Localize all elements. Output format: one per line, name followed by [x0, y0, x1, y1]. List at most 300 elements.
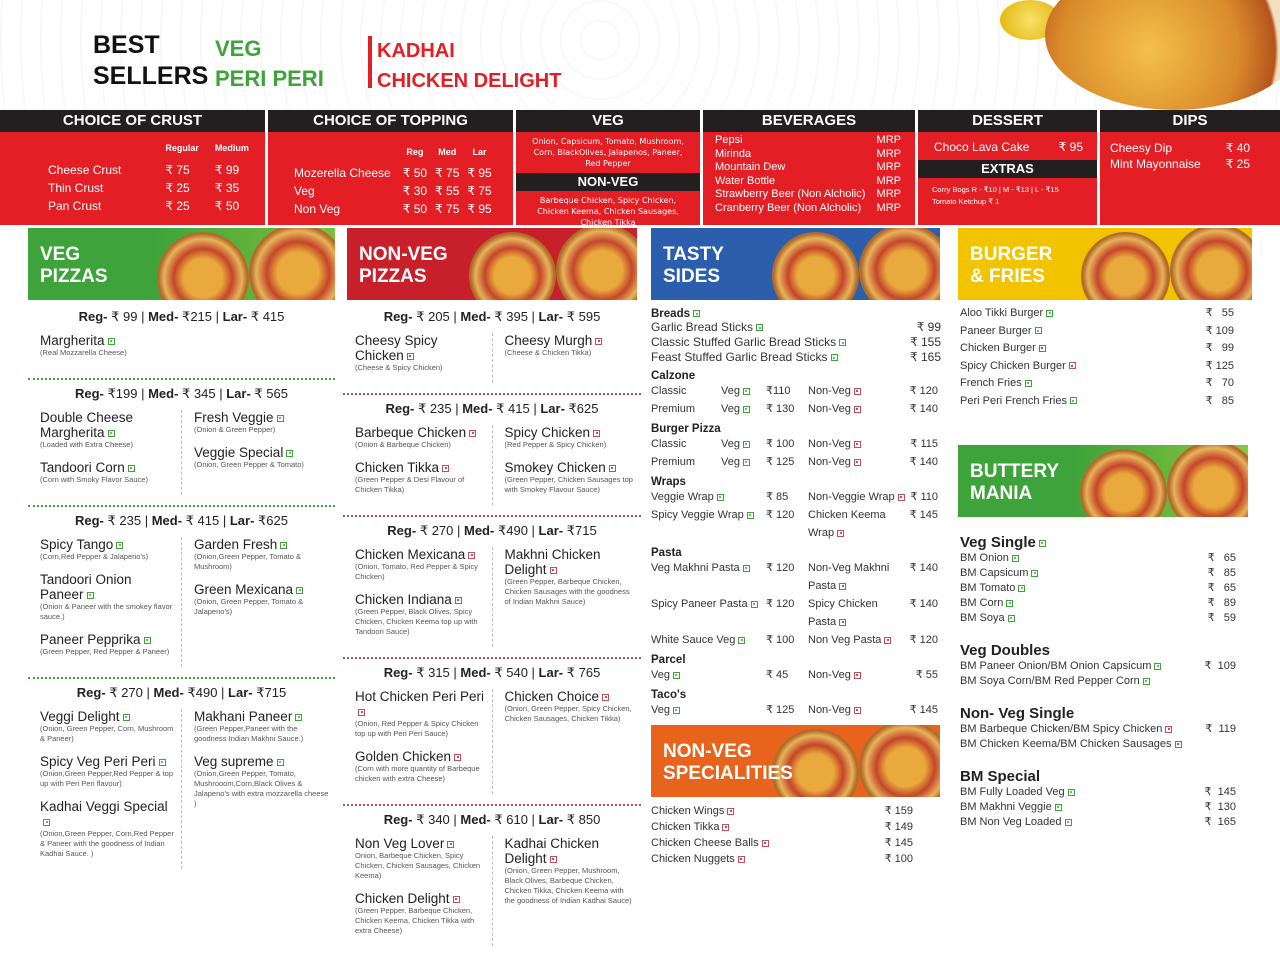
pizza-item[interactable] — [40, 537, 175, 562]
pizza-name-text: Veggie Special — [194, 445, 284, 460]
pizza-name — [40, 460, 175, 475]
pizza-item[interactable] — [505, 547, 636, 607]
tasty-sides-banner-line1: TASTY — [663, 244, 724, 265]
pizza-name-text: Golden Chicken — [355, 749, 452, 764]
dips-box — [1100, 110, 1280, 225]
pizza-item[interactable] — [355, 547, 486, 582]
burger-item[interactable] — [960, 323, 1234, 341]
pizza-description: (Onion,Green Pepper, Corn,Red Pepper & Paneer with the goodness of Indian Kadhai Sauce. ) — [40, 829, 174, 858]
pizza-item[interactable] — [505, 333, 636, 358]
beverage-row — [715, 188, 901, 202]
topping-table — [292, 142, 500, 219]
veg-name — [721, 382, 750, 400]
burger-name — [960, 340, 1046, 358]
pizza-name-text: Margherita — [40, 333, 105, 348]
burger-item[interactable] — [960, 393, 1234, 411]
beverages-box — [703, 110, 915, 225]
price-lar: ₹625 — [258, 513, 288, 528]
pizza-name — [505, 460, 636, 475]
veg-name-text: Spicy Paneer Pasta — [651, 598, 748, 610]
pizza-name — [40, 799, 175, 829]
beverage-name: Mirinda — [715, 147, 752, 160]
buttery-name — [960, 581, 1025, 596]
veg-marker-icon — [1018, 585, 1025, 592]
bread-item[interactable] — [651, 320, 941, 335]
veg-marker-icon — [756, 324, 763, 331]
pizza-description: (Green Pepper, Black Olives, Spicy Chicken, Chicken Keema top up with Tandoori Sauce) — [355, 607, 478, 636]
veg-name — [721, 400, 750, 418]
veg-option — [651, 488, 766, 506]
nonveg_pizzas-column — [343, 303, 641, 962]
buttery-section-heading — [960, 642, 1236, 659]
pizza-item[interactable] — [194, 582, 329, 617]
bread-item[interactable] — [651, 335, 941, 350]
dips-title: DIPS — [1100, 110, 1280, 132]
pizza-name-text: Tandoori Onion Paneer — [40, 572, 132, 602]
veg-marker-icon — [123, 714, 130, 721]
pizza-description: (Green Pepper,Paneer with the goodness Indian Makhni Sauce.) — [194, 724, 304, 743]
burger-item[interactable] — [960, 375, 1234, 393]
veg-name-text: Veg — [721, 438, 740, 450]
sides-section-title: Parcel — [651, 654, 686, 666]
best-seller-nonveg — [377, 36, 561, 96]
nonveg-name-text: Chicken Keema Wrap — [808, 509, 886, 539]
burger-item[interactable] — [960, 340, 1234, 358]
speciality-name — [651, 851, 745, 867]
pizza-description: (Green Pepper, Barbeque Chicken, Chicken Keema, Chicken Tikka with extra Cheese) — [355, 906, 475, 935]
pizza-name — [40, 572, 175, 602]
pizza-description: (Loaded with Extra Cheese) — [40, 440, 133, 449]
pizza-description: (Onion & Paneer with the smokey flavor sauce.) — [40, 602, 173, 621]
veg-marker-icon — [296, 587, 303, 594]
size-price-line: Reg- ₹ 270 | Med- ₹490 | Lar- ₹715 — [76, 685, 287, 700]
sides-row[interactable] — [651, 506, 941, 542]
crust-box — [0, 110, 265, 225]
price-lar: ₹ 765 — [566, 665, 601, 680]
nonveg-marker-icon — [1069, 362, 1076, 369]
buttery-item[interactable] — [960, 737, 1236, 752]
pizza-item[interactable] — [194, 537, 329, 572]
price-reg: ₹ 99 — [111, 309, 138, 324]
topping-cell: ₹ 75 — [435, 166, 460, 180]
bread-item[interactable] — [651, 350, 941, 365]
crust-col-header: Medium — [214, 143, 249, 153]
specialities-list — [651, 803, 913, 867]
pizza-description: Onion, Barbeque Chicken, Spicy Chicken, Chicken Sausages, Chicken Keema) — [355, 851, 481, 880]
veg-name — [651, 666, 680, 684]
sides-row[interactable] — [651, 382, 941, 400]
nonveg-name-text: Non-Veg — [808, 669, 851, 681]
buttery-mania-banner-line2: MANIA — [970, 483, 1033, 504]
veg-marker-icon — [1055, 804, 1062, 811]
pizza-item[interactable] — [194, 445, 329, 470]
veg-marker-icon — [743, 441, 750, 448]
buttery-price: ₹ 119 — [1205, 723, 1236, 735]
pizza-item[interactable] — [355, 749, 486, 784]
veg-marker-icon — [277, 759, 284, 766]
nonveg-price: ₹ 140 — [909, 456, 938, 468]
items-columns — [28, 333, 335, 368]
size-price-line: Reg- ₹ 270 | Med- ₹490 | Lar- ₹715 — [387, 523, 597, 538]
veg-name — [651, 701, 680, 719]
buttery-item[interactable] — [960, 722, 1236, 737]
dip-row — [1110, 140, 1250, 156]
pizza-description: (Green Pepper, Barbeque Chicken, Chicken Sausages with the goodness of Indian Makhni Sauce) — [504, 577, 630, 606]
burger-price: ₹ 125 — [1205, 359, 1234, 372]
size-price-line: Reg- ₹ 235 | Med- ₹ 415 | Lar- ₹625 — [74, 513, 288, 528]
pizza-description: (Red Pepper & Spicy Chicken) — [504, 440, 607, 449]
price-label-reg: Reg- — [74, 386, 104, 401]
best-sellers-title — [93, 30, 208, 92]
nonveg-marker-icon — [455, 597, 462, 604]
burger-name — [960, 375, 1032, 393]
pizza-item[interactable] — [40, 333, 176, 358]
buttery-item[interactable] — [960, 815, 1236, 830]
price-lar: ₹ 565 — [254, 386, 288, 401]
nonveg-marker-icon — [550, 567, 557, 574]
pizza-item[interactable] — [355, 460, 486, 495]
veg-name — [651, 631, 745, 649]
crust-cell: ₹ 25 — [165, 199, 190, 213]
nonveg-marker-icon — [762, 840, 769, 847]
items-columns — [343, 547, 641, 647]
pizza-item[interactable] — [40, 709, 175, 744]
crust-cell: ₹ 50 — [214, 199, 240, 213]
price-label-med: Med- — [148, 309, 179, 324]
price-med: ₹ 610 — [494, 812, 528, 827]
items-columns — [28, 410, 335, 495]
price-label-reg: Reg- — [383, 665, 413, 680]
buttery-name-text: BM Makhni Veggie — [960, 801, 1052, 813]
buttery-price: ₹ 65 — [1207, 552, 1236, 564]
veg-option — [651, 559, 766, 595]
burger-price: ₹ 85 — [1205, 394, 1234, 407]
price-group — [343, 309, 641, 395]
pizza-name — [505, 689, 636, 704]
speciality-price: ₹ 159 — [884, 805, 913, 817]
burger-name-text: Chicken Burger — [960, 342, 1036, 354]
bread-price: ₹ 165 — [910, 350, 941, 364]
topping-cell: ₹ 75 — [435, 202, 460, 216]
sides-row[interactable] — [651, 595, 941, 631]
pizza-name-text: Veg supreme — [194, 754, 274, 769]
items-columns — [343, 836, 641, 946]
pizza-item[interactable] — [194, 410, 329, 435]
items-columns — [343, 689, 641, 794]
topping-cell: ₹ 55 — [435, 184, 460, 198]
pizza-item[interactable] — [355, 891, 486, 936]
buttery-name — [960, 785, 1075, 800]
price-lar: ₹ 850 — [566, 812, 601, 827]
veg-price: ₹ 120 — [766, 509, 795, 521]
right-items — [182, 410, 335, 495]
speciality-name-text: Chicken Cheese Balls — [651, 837, 759, 849]
pizza-name-text: Fresh Veggie — [194, 410, 274, 425]
buttery-mania-banner-line1: BUTTERY — [970, 461, 1060, 482]
size-price-line: Reg- ₹199 | Med- ₹ 345 | Lar- ₹ 565 — [74, 386, 288, 401]
buttery-name-text: BM Corn — [960, 597, 1004, 609]
pizza-item[interactable] — [40, 754, 175, 789]
buttery-section-heading — [960, 705, 1236, 722]
left-items — [343, 547, 493, 647]
nonveg-name — [808, 701, 908, 719]
title-line-2: SELLERS — [93, 62, 209, 90]
pizza-description: (Onion, Green Pepper, Mushroom, Black Olives, Barbeque Chicken, Chicken Tikka, Chicken Keema with the goodness of Indian Kadhai Sauce) — [504, 866, 632, 905]
pizza-name-text: Spicy Veg Peri Peri — [40, 754, 156, 769]
burger-list — [960, 305, 1234, 410]
nonveg-marker-icon — [453, 896, 460, 903]
nonveg-name-text: Non-Veg — [808, 385, 851, 397]
pizza-item[interactable] — [40, 632, 175, 657]
best-seller-veg-line2: PERI PERI — [215, 66, 324, 91]
left-items — [343, 836, 493, 946]
pizza-item[interactable] — [194, 709, 329, 744]
sides-section-title: Calzone — [651, 370, 696, 382]
veg-marker-icon — [128, 465, 135, 472]
pizza-description: (Green Pepper, Chicken Sausages top with Smokey Flavour Sauce) — [504, 475, 633, 494]
extra-item: Corry Bogs R - ₹10 | M - ₹13 | L - ₹15 — [932, 185, 1059, 194]
pizza-name — [505, 836, 636, 866]
size-price-line: Reg- ₹ 99 | Med- ₹215 | Lar- ₹ 415 — [78, 309, 285, 324]
price-label-lar: Lar- — [538, 523, 564, 538]
pizza-item[interactable] — [355, 425, 486, 450]
topping-cell: ₹ 75 — [467, 184, 492, 198]
sides-row[interactable] — [651, 435, 941, 453]
pizza-description: (Onion, Green Pepper, Spicy Chicken, Chicken Sausages, Chicken Tikka) — [504, 704, 632, 723]
pizza-name-text: Cheesy Spicy Chicken — [355, 333, 438, 363]
option-label: Classic — [651, 385, 687, 397]
topping-box — [268, 110, 513, 225]
veg-option — [651, 435, 766, 453]
right-items — [493, 836, 642, 946]
buttery-item[interactable] — [960, 596, 1236, 611]
pizza-name-text: Hot Chicken Peri Peri — [355, 689, 485, 704]
speciality-item[interactable] — [651, 819, 913, 835]
sides-section-title: Pasta — [651, 547, 682, 559]
price-label-reg: Reg- — [387, 523, 417, 538]
veg-marker-icon — [1065, 819, 1072, 826]
veg-marker-icon — [277, 415, 284, 422]
veg-name-text: Veg — [721, 456, 740, 468]
pizza-item[interactable] — [355, 836, 486, 881]
pizza-item[interactable] — [194, 754, 329, 809]
price-label-reg: Reg- — [383, 309, 413, 324]
price-med: ₹ 540 — [494, 665, 528, 680]
speciality-price: ₹ 100 — [884, 853, 913, 865]
veg-marker-icon — [43, 819, 50, 826]
divider — [368, 36, 372, 88]
buttery-item[interactable] — [960, 659, 1236, 674]
bread-name — [651, 350, 838, 365]
buttery-item[interactable] — [960, 611, 1236, 626]
beverage-row — [715, 175, 901, 189]
buttery-name-text: BM Barbeque Chicken/BM Spicy Chicken — [960, 723, 1163, 735]
crust-table — [46, 138, 265, 216]
price-label-med: Med- — [462, 401, 493, 416]
pizza-name — [40, 537, 175, 552]
price-lar: ₹715 — [256, 685, 287, 700]
right-items — [493, 333, 642, 383]
nonveg-price: ₹ 110 — [910, 491, 938, 503]
pizza-description: (Onion, Green Pepper, Corn, Mushroom & Paneer) — [40, 724, 174, 743]
topping-cell: Non Veg — [294, 202, 341, 216]
size-price-line: Reg- ₹ 340 | Med- ₹ 610 | Lar- ₹ 850 — [383, 812, 601, 827]
sides-row[interactable] — [651, 453, 941, 471]
buttery-price: ₹ 89 — [1207, 597, 1236, 609]
buttery-item[interactable] — [960, 551, 1236, 566]
sides-section-title: Wraps — [651, 476, 686, 488]
nonveg-marker-icon — [854, 672, 861, 679]
buttery-item[interactable] — [960, 785, 1236, 800]
price-label-reg: Reg- — [74, 513, 104, 528]
pizza-item[interactable] — [40, 410, 175, 450]
price-label-med: Med- — [148, 386, 179, 401]
sides-row[interactable] — [651, 631, 941, 649]
veg-option — [651, 701, 766, 719]
right-items — [493, 547, 642, 647]
size-price-line: Reg- ₹ 205 | Med- ₹ 395 | Lar- ₹ 595 — [383, 309, 601, 324]
crust-title: CHOICE OF CRUST — [0, 110, 265, 132]
pizza-name — [194, 754, 329, 769]
nonveg-marker-icon — [1165, 726, 1172, 733]
burger-item[interactable] — [960, 358, 1234, 376]
burger-item[interactable] — [960, 305, 1234, 323]
pizza-name — [505, 425, 636, 440]
nonveg-name — [808, 488, 908, 506]
buttery-name — [960, 674, 1150, 689]
topping-col-header: Med — [438, 147, 457, 157]
price-group — [343, 523, 641, 659]
pizza-item[interactable] — [40, 460, 175, 485]
price-med: ₹490 — [187, 685, 218, 700]
nonveg-name — [808, 435, 908, 453]
price-med: ₹ 415 — [496, 401, 530, 416]
speciality-name-text: Chicken Nuggets — [651, 853, 735, 865]
dessert-title: DESSERT — [918, 110, 1097, 132]
pizza-item[interactable] — [505, 460, 636, 495]
beverages-list — [703, 132, 915, 215]
pizza-name — [355, 547, 486, 562]
pizza-item[interactable] — [40, 799, 175, 859]
pizza-item[interactable] — [355, 689, 486, 739]
size-price-line: Reg- ₹ 235 | Med- ₹ 415 | Lar- ₹625 — [385, 401, 599, 416]
veg-marker-icon — [717, 494, 724, 501]
pizza-item[interactable] — [505, 836, 636, 906]
price-reg: ₹ 235 — [107, 513, 142, 528]
nonveg-marker-icon — [468, 552, 475, 559]
left-items — [28, 333, 182, 368]
burger-name-text: Aloo Tikki Burger — [960, 307, 1044, 319]
veg-price: ₹ 120 — [766, 598, 795, 610]
nonveg-price: ₹ 145 — [909, 509, 938, 521]
right-items — [182, 333, 336, 368]
sides-row[interactable] — [651, 488, 941, 506]
speciality-item[interactable] — [651, 803, 913, 819]
veg-marker-icon — [1039, 540, 1046, 547]
buttery-item[interactable] — [960, 566, 1236, 581]
burger-fries-banner-line1: BURGER — [970, 244, 1053, 265]
nonveg-price: ₹ 55 — [915, 669, 938, 681]
veg-toppings-text: Onion, Capsicum, Tomato, Mushroom, Corn, BlackOlives, Jalapenos, Paneer, Red Pepper — [532, 137, 684, 168]
sides-row[interactable] — [651, 400, 941, 418]
price-label-med: Med- — [151, 513, 183, 528]
nonveg-marker-icon — [854, 388, 861, 395]
bread-price: ₹ 99 — [916, 320, 941, 334]
price-group — [343, 665, 641, 806]
buttery-item[interactable] — [960, 800, 1236, 815]
title-line-1: BEST — [93, 31, 160, 59]
nonveg-specialities-banner-line2: SPECIALITIES — [663, 763, 793, 784]
beverage-row — [715, 161, 901, 175]
nonveg-marker-icon — [738, 856, 745, 863]
nonveg-name-text: Non Veg Pasta — [808, 634, 882, 646]
sides-row[interactable] — [651, 701, 941, 719]
topping-cell: ₹ 95 — [467, 166, 492, 180]
pizza-item[interactable] — [355, 592, 486, 637]
price-lar: ₹715 — [566, 523, 597, 538]
pizza-name — [355, 749, 486, 764]
veg-name — [651, 559, 750, 595]
sides-row[interactable] — [651, 666, 941, 684]
nonveg-marker-icon — [358, 709, 365, 716]
pizza-item[interactable] — [505, 425, 636, 450]
buttery-name-text: BM Chicken Keema/BM Chicken Sausages — [960, 738, 1172, 750]
burger-name — [960, 393, 1077, 411]
best-seller-nonveg-line1: KADHAI — [377, 40, 455, 62]
nonveg-price: ₹ 140 — [909, 403, 938, 415]
veg-marker-icon — [673, 672, 680, 679]
bread-name-text: Garlic Bread Sticks — [651, 320, 754, 334]
price-label-lar: Lar- — [226, 386, 251, 401]
nonveg-name — [808, 506, 908, 542]
buttery-list — [960, 518, 1236, 830]
veg-marker-icon — [1035, 327, 1042, 334]
nonveg-name — [808, 382, 908, 400]
pizza-description: (Corn,Red Pepper & Jalapeno's) — [40, 552, 149, 561]
buttery-item[interactable] — [960, 581, 1236, 596]
bread-name-text: Classic Stuffed Garlic Bread Sticks — [651, 335, 837, 349]
price-label-reg: Reg- — [383, 812, 413, 827]
dessert-price: ₹ 95 — [1058, 140, 1083, 154]
buttery-item[interactable] — [960, 674, 1236, 689]
price-med: ₹490 — [497, 523, 528, 538]
left-items — [343, 425, 493, 505]
veg-name-text: Veg — [721, 403, 740, 415]
veg-marker-icon — [831, 354, 838, 361]
beverage-price: MRP — [876, 188, 901, 200]
pizza-item[interactable] — [505, 689, 636, 724]
veg-marker-icon — [295, 714, 302, 721]
speciality-item[interactable] — [651, 851, 913, 867]
sides-row[interactable] — [651, 559, 941, 595]
pizza-item[interactable] — [40, 572, 175, 622]
buttery-name-text: BM Tomato — [960, 582, 1016, 594]
nonveg-marker-icon — [727, 808, 734, 815]
price-group — [28, 386, 335, 507]
buttery-name — [960, 611, 1015, 626]
nonveg-marker-icon — [593, 430, 600, 437]
price-label-lar: Lar- — [540, 401, 565, 416]
pizza-name — [194, 410, 329, 425]
pizza-item[interactable] — [355, 333, 486, 373]
pizza-name-text: Kadhai Veggi Special — [40, 799, 168, 814]
speciality-price: ₹ 145 — [884, 837, 913, 849]
price-reg: ₹ 205 — [416, 309, 450, 324]
speciality-item[interactable] — [651, 835, 913, 851]
nonveg-marker-icon — [722, 824, 729, 831]
price-lar: ₹625 — [568, 401, 599, 416]
pizza-name — [355, 592, 486, 607]
